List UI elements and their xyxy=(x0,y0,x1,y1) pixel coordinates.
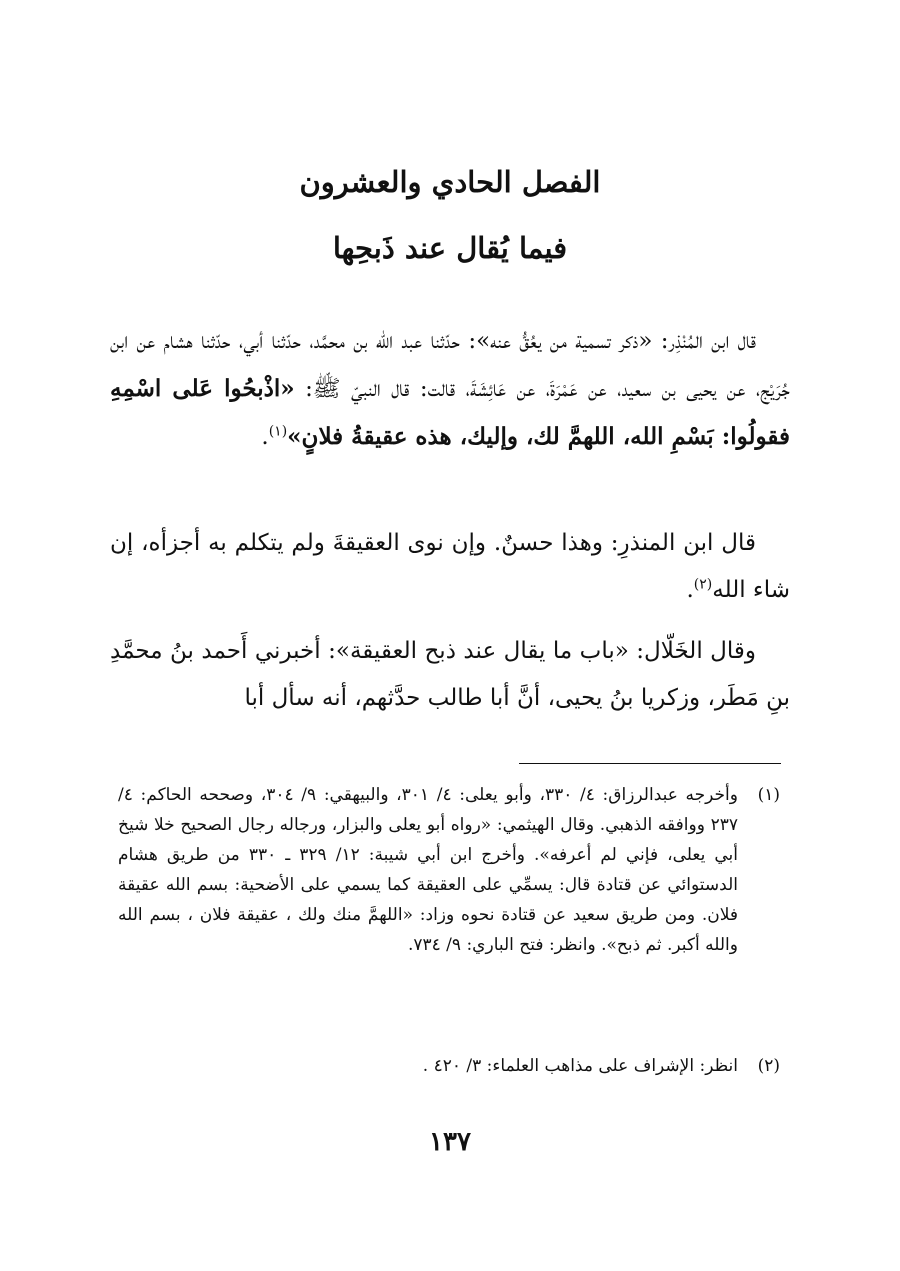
paragraph-text: قال ابن المُنْذِر: «ذكر تسمية من يعُقُّ عنه»: حدّثنا عبد الله بن محمَّد، حدّثنا أبي، حدّثنا هشام عن ابن جُرَيْج، عن يحيى بن سعيد، عن عَمْرَةَ، عن عَائِشَةَ، قالت: قال النبيّ ﷺ: xyxy=(110,328,791,402)
footnote-1 xyxy=(118,780,780,1050)
page-number: ١٣٧ xyxy=(429,1127,471,1157)
footnote-2 xyxy=(118,1051,780,1081)
footnote-ref: (١) xyxy=(268,423,288,440)
footnote-ref: (٢) xyxy=(693,576,713,593)
paragraph-text: وقال الخَلّال: «باب ما يقال عند ذبح العقيقة»: أخبرني أَحمد بنُ محمَّدِ بنِ مَطَر، وزكريا بنُ يحيى، أنَّ أبا طالب حدَّثهم، أنه سأل أبا xyxy=(110,638,790,711)
hadith-quote: «اذْبحُوا عَلى اسْمِهِ فقولُوا: بَسْمِ الله، اللهمَّ لك، وإليك، هذه عقيقةُ فلانٍ» xyxy=(110,375,790,450)
chapter-title: الفصل الحادي والعشرون xyxy=(299,165,601,199)
footnote-text: وأخرجه عبدالرزاق: ٤/ ٣٣٠، وأبو يعلى: ٤/ ٣٠١، والبيهقي: ٩/ ٣٠٤، وصححه الحاكم: ٤/ ٢٣٧ ووافقه الذهبي. وقال الهيثمي: «رواه أبو يعلى والبزار، ورجاله رجال الصحيح خلا شيخ أبي يعلى، فإني لم أعرفه». وأخرج ابن أبي شيبة: ١٢/ ٣٢٩ ـ ٣٣٠ من طريق هشام الدستوائي عن قتادة قال: يسمِّي على العقيقة كما يسمي على الأضحية: بسم الله عقيقة فلان. ومن طريق سعيد عن قتادة نحوه وزاد: «اللهمَّ منك ولك ، عقيقة فلان ، بسم الله والله أكبر. ثم ذبح». وانظر: فتح الباري: ٩/ ٧٣٤. xyxy=(118,785,738,955)
footnote-number: (٢) xyxy=(757,1056,780,1076)
paragraph-ibn-mundhir: قال ابن المنذرِ: وهذا حسنٌ. وإن نوى العقيقةَ ولم يتكلم به أجزأه، إن شاء الله$^{(٢)}$. xyxy=(110,530,790,603)
paragraph-hadith: قال ابن المُنْذِر: «ذكر تسمية من يعُقُّ عنه»: حدّثنا عبد الله بن محمَّد، حدّثنا أبي، حدّثنا هشام عن ابن جُرَيْج، عن يحيى بن سعيد، عن عَمْرَةَ، عن عَائِشَةَ، قالت: قال النبيّ ﷺ: «اذْبحُوا عَلى اسْمِهِ فقولُوا: بَسْمِ الله، اللهمَّ لك، وإليك، هذه عقيقةُ فلانٍ»$^{(١)}$. xyxy=(110,328,791,450)
footnote-number: (١) xyxy=(757,785,780,805)
paragraph-khallal xyxy=(110,628,790,722)
paragraph-text: قال ابن المنذرِ: وهذا حسنٌ. وإن نوى العقيقةَ ولم يتكلم به أجزأه، إن شاء الله xyxy=(110,530,790,603)
footnote-separator xyxy=(519,763,781,764)
footnote-text: انظر: الإشراف على مذاهب العلماء: ٣/ ٤٢٠ . xyxy=(422,1056,738,1076)
chapter-subtitle: فيما يُقال عند ذَبحِها xyxy=(332,231,568,265)
